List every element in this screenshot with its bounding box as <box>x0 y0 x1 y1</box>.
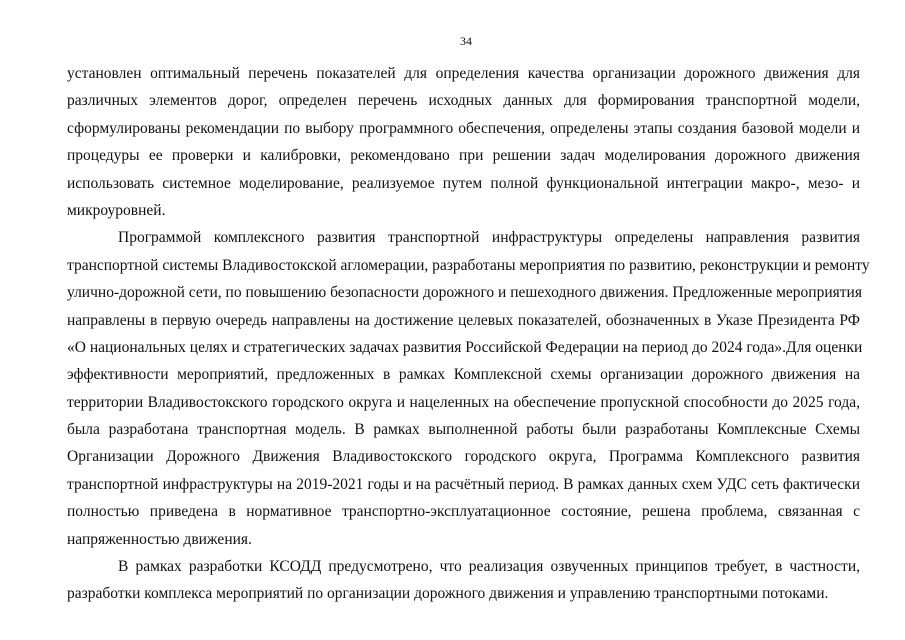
paragraph-2-line-7: территории Владивостокского городского округа и нацеленных на обеспечение пропускной способности до 2025 года, <box>67 393 860 411</box>
paragraph-2-line-10: транспортной инфраструктуры на 2019-2021 годы и на расчётный период. В рамках данных схем УДС сеть фактически <box>67 475 860 493</box>
paragraph-2-line-4: направлены в первую очередь направлены на достижение целевых показателей, обозначенных в Указе Президента РФ <box>67 311 860 329</box>
paragraph-2-line-5: «О национальных целях и стратегических задачах развития Российской Федерации на период до 2024 года».Для оценки <box>67 338 863 356</box>
paragraph-2-line-11: полностью приведена в нормативное транспортно-эксплуатационное состояние, решена проблема, связанная с <box>67 503 860 521</box>
paragraph-1-line-5: использовать системное моделирование, реализуемое путем полной функциональной интеграции макро-, мезо- и <box>67 174 860 192</box>
paragraph-2-line-8: была разработана транспортная модель. В рамках выполненной работы были разработаны Комплексные Схемы <box>67 421 860 439</box>
paragraph-1-line-3: сформулированы рекомендации по выбору программного обеспечения, определены этапы создания базовой модели и <box>67 119 860 137</box>
paragraph-3-line-1: В рамках разработки КСОДД предусмотрено, что реализация озвученных принципов требует, в частности, <box>118 558 860 576</box>
paragraph-2-line-3: улично-дорожной сети, по повышению безопасности дорожного и пешеходного движения. Предложенные мероприятия <box>67 284 862 302</box>
paragraph-2-line-9: Организации Дорожного Движения Владивостокского городского округа, Программа Комплексного развития <box>67 448 860 466</box>
paragraph-1-line-1: установлен оптимальный перечень показателей для определения качества организации дорожного движения для <box>67 65 860 82</box>
paragraph-1-line-4: процедуры ее проверки и калибровки, рекомендовано при решении задач моделирования дорожного движения <box>67 147 860 165</box>
paragraph-3-line-2: разработки комплекса мероприятий по организации дорожного движения и управлению транспортными потоками. <box>67 585 829 603</box>
paragraph-1-line-2: различных элементов дорог, определен перечень исходных данных для формирования транспортной модели, <box>67 92 860 110</box>
paragraph-2-line-1: Программой комплексного развития транспортной инфраструктуры определены направления развития <box>118 229 860 247</box>
paragraph-2-line-6: эффективности мероприятий, предложенных в рамках Комплексной схемы организации дорожного движения на <box>67 366 860 384</box>
body-text <box>67 60 870 608</box>
paragraph-2-line-2: транспортной системы Владивостокской агломерации, разработаны мероприятия по развитию, реконструкции и ремонту <box>67 256 870 274</box>
page-number: 34 <box>460 34 472 48</box>
paragraph-1-line-6: микроуровней. <box>67 201 166 219</box>
paragraph-2-line-12: напряженностью движения. <box>67 530 252 548</box>
